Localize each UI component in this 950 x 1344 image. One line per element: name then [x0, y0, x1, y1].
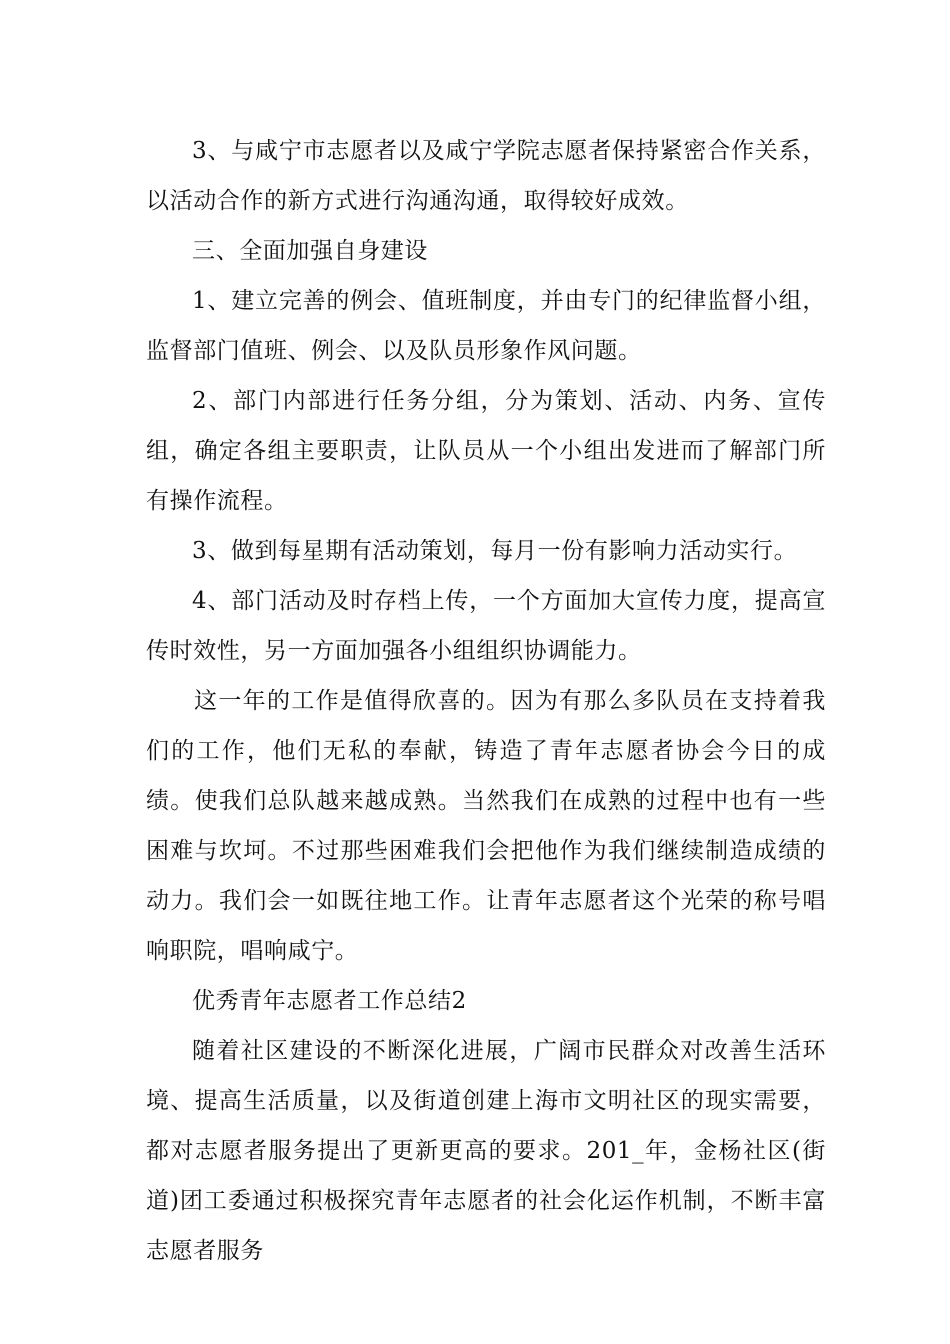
document-subtitle: 优秀青年志愿者工作总结2	[192, 988, 467, 1014]
paragraph-item-3-cooperation: 3、与咸宁市志愿者以及咸宁学院志愿者保持紧密合作关系，以活动合作的新方式进行沟通沟通，取得较好成效。	[146, 138, 826, 214]
document-body	[146, 126, 826, 1276]
paragraph-item-2-task-groups: 2、部门内部进行任务分组，分为策划、活动、内务、宣传组，确定各组主要职责，让队员从一个小组出发进而了解部门所有操作流程。	[146, 388, 826, 514]
paragraph-item-1-meeting-system: 1、建立完善的例会、值班制度，并由专门的纪律监督小组，监督部门值班、例会、以及队员形象作风问题。	[146, 288, 826, 364]
paragraph-year-summary: 这一年的工作是值得欣喜的。因为有那么多队员在支持着我们的工作，他们无私的奉献，铸造了青年志愿者协会今日的成绩。使我们总队越来越成熟。当然我们在成熟的过程中也有一些困难与坎坷。不过那些困难我们会把他作为我们继续制造成绩的动力。我们会一如既往地工作。让青年志愿者这个光荣的称号唱响职院，唱响咸宁。	[146, 688, 826, 964]
paragraph-item-3-weekly-planning: 3、做到每星期有活动策划，每月一份有影响力活动实行。	[192, 538, 798, 564]
section-heading-self-building: 三、全面加强自身建设	[192, 238, 428, 264]
paragraph-item-4-archive-upload: 4、部门活动及时存档上传，一个方面加大宣传力度，提高宣传时效性，另一方面加强各小组组织协调能力。	[146, 588, 826, 664]
paragraph-community-volunteers: 随着社区建设的不断深化进展，广阔市民群众对改善生活环境、提高生活质量，以及街道创建上海市文明社区的现实需要，都对志愿者服务提出了更新更高的要求。201_年，金杨社区(街道)团工委通过积极探究青年志愿者的社会化运作机制，不断丰富志愿者服务	[146, 1038, 826, 1264]
